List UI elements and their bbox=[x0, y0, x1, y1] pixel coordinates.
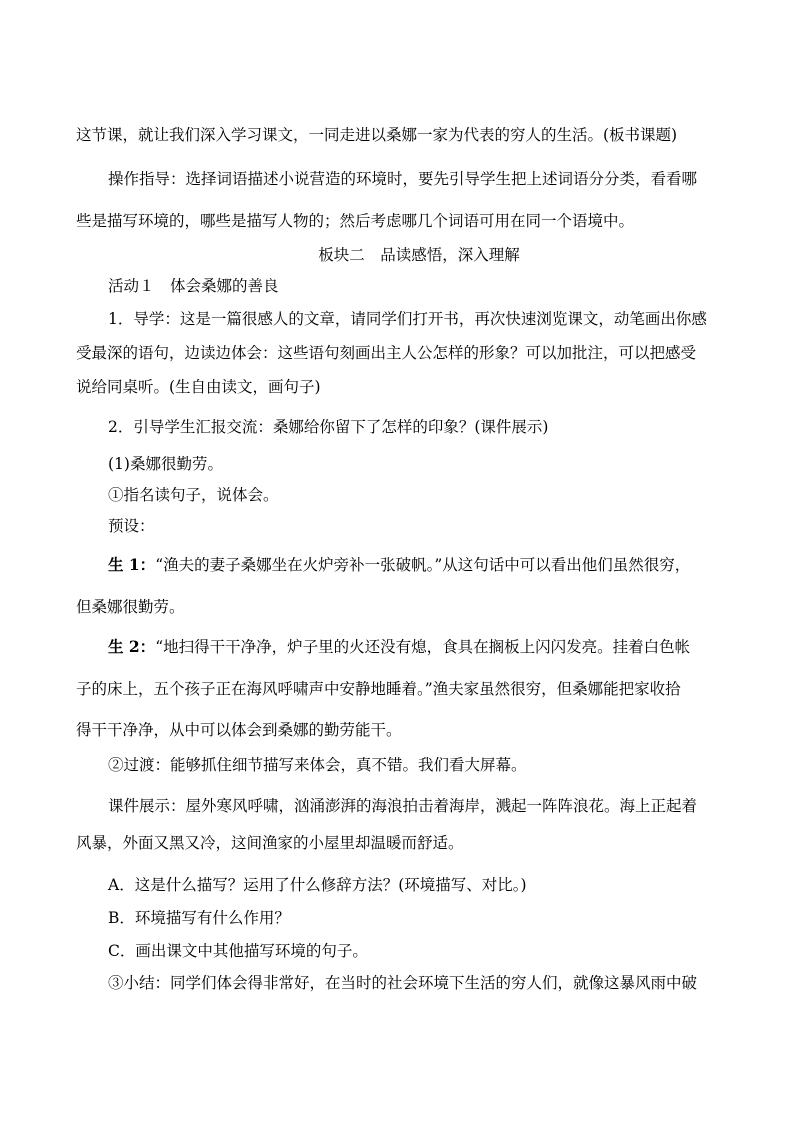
paragraph-line: 但桑娜很勤劳。 bbox=[76, 598, 185, 616]
paragraph-line: 说给同桌听。(生自由读文，画句子) bbox=[76, 378, 321, 396]
student-answer-line bbox=[108, 637, 690, 657]
paragraph-line: ②过渡：能够抓住细节描写来体会，真不错。我们看大屏幕。 bbox=[108, 756, 527, 774]
paragraph-line: 操作指导：选择词语描述小说营造的环境时，要先引导学生把上述词语分分类，看看哪 bbox=[108, 170, 698, 188]
student-answer-text: “地扫得干干净净，炉子里的火还没有熄，食具在搁板上闪闪发亮。挂着白色帐 bbox=[155, 638, 691, 656]
paragraph-line: 受最深的语句，边读边体会：这些语句刻画出主人公怎样的形象？可以加批注，可以把感受 bbox=[76, 344, 697, 362]
activity-heading: 活动１ 体会桑娜的善良 bbox=[108, 277, 279, 295]
paragraph-line: 课件展示：屋外寒风呼啸，汹涌澎湃的海浪拍击着海岸，溅起一阵阵浪花。海上正起着 bbox=[108, 797, 698, 815]
student-answer-text: “渔夫的妻子桑娜坐在火炉旁补一张破帆。”从这句话中可以看出他们虽然很穷， bbox=[155, 556, 691, 574]
paragraph-line: 些是描写环境的，哪些是描写人物的；然后考虑哪几个词语可用在同一个语境中。 bbox=[76, 212, 635, 230]
student-label: 生 1： bbox=[108, 555, 156, 574]
paragraph-line: 子的床上，五个孩子正在海风呼啸声中安静地睡着。”渔夫家虽然很穷，但桑娜能把家收拾 bbox=[76, 680, 681, 698]
paragraph-line: 风暴，外面又黑又冷，这间渔家的小屋里却温暖而舒适。 bbox=[76, 834, 464, 852]
paragraph-line: ①指名读句子，说体会。 bbox=[108, 486, 279, 504]
question-item: B．环境描写有什么作用？ bbox=[108, 909, 290, 927]
paragraph-line: 这节课，就让我们深入学习课文，一同走进以桑娜一家为代表的穷人的生活。(板书课题) bbox=[76, 126, 678, 144]
student-answer-line bbox=[108, 555, 690, 575]
section-heading: 板块二 品读感悟，深入理解 bbox=[318, 246, 520, 264]
paragraph-line: 预设： bbox=[108, 517, 155, 535]
paragraph-line: 2．引导学生汇报交流：桑娜给你留下了怎样的印象？(课件展示) bbox=[108, 418, 549, 436]
paragraph-line: 得干干净净，从中可以体会到桑娜的勤劳能干。 bbox=[76, 721, 402, 739]
paragraph-line: ③小结：同学们体会得非常好，在当时的社会环境下生活的穷人们，就像这暴风雨中破 bbox=[108, 974, 698, 992]
paragraph-line: (1)桑娜很勤劳。 bbox=[108, 455, 223, 473]
question-item: A．这是什么描写？运用了什么修辞方法？(环境描写、对比。) bbox=[108, 876, 527, 894]
student-label: 生 2： bbox=[108, 637, 156, 656]
question-item: C．画出课文中其他描写环境的句子。 bbox=[108, 942, 368, 960]
paragraph-line: 1．导学：这是一篇很感人的文章，请同学们打开书，再次快速浏览课文，动笔画出你感 bbox=[108, 310, 707, 328]
